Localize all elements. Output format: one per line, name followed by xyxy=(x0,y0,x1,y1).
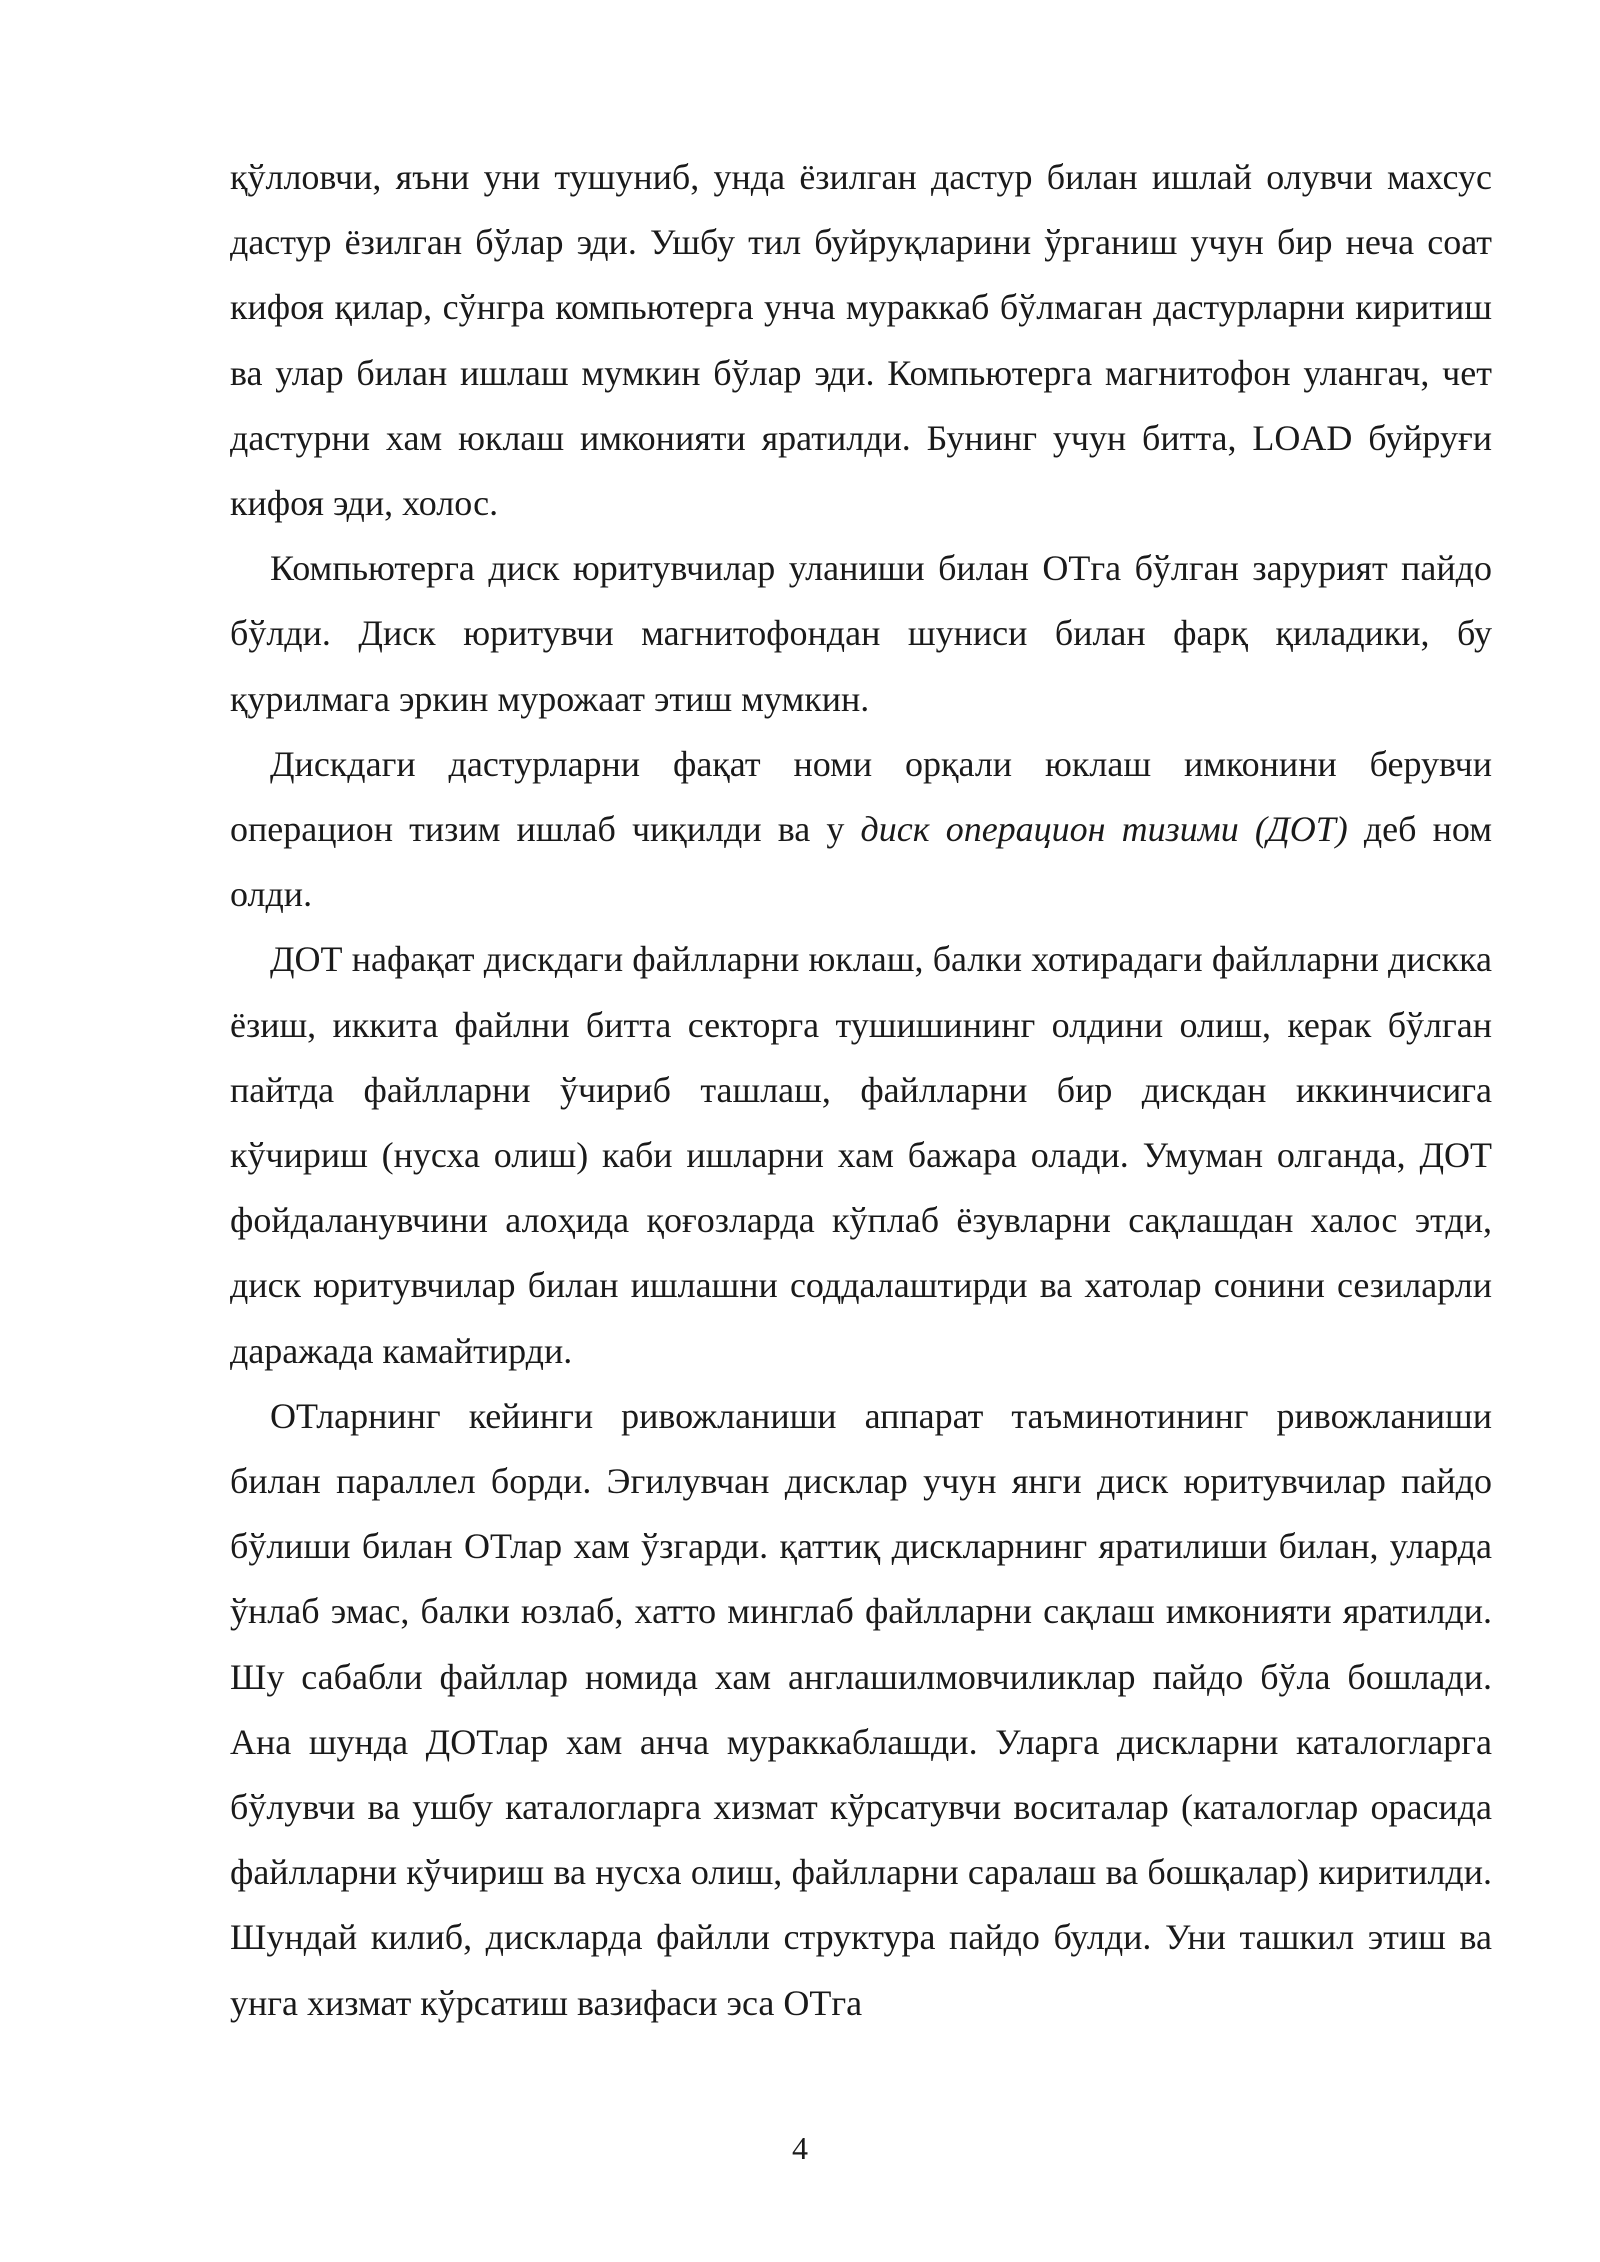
paragraph-text: ДОТ нафақат дискдаги файлларни юклаш, балки хотирадаги файлларни дискка ёзиш, иккита файлни битта секторга тушишининг олдини олиш, керак бўлган пайтда файлларни ўчириб ташлаш, файлларни бир дискдан иккинчисига кўчириш (нусха олиш) каби ишларни хам бажара олади. Умуман олганда, ДОТ фойдаланувчини алоҳида қоғозларда кўплаб ёзувларни сақлашдан халос этди, диск юритувчилар билан ишлашни соддалаштирди ва хатолар сонини сезиларли даражада камайтирди. xyxy=(230,939,1492,1371)
paragraph-text: Компьютерга диск юритувчилар уланиши билан ОТга бўлган зарурият пайдо бўлди. Диск юритувчи магнитофондан шуниси билан фарқ қиладики, бу қурилмага эркин мурожаат этиш мумкин. xyxy=(230,548,1492,719)
document-body xyxy=(230,145,1492,2036)
paragraph-text: деб ном олди. xyxy=(230,809,1492,915)
paragraph xyxy=(230,536,1492,732)
paragraph-text: Дискдаги дастурларни фақат номи орқали юклаш имконини берувчи операцион тизим ишлаб чиқилди ва у xyxy=(230,743,1492,850)
paragraph xyxy=(230,145,1492,536)
paragraph-text: қўлловчи, яъни уни тушуниб, унда ёзилган дастур билан ишлай олувчи махсус дастур ёзилган бўлар эди. Ушбу тил буйруқларини ўрганиш учун бир неча соат кифоя қилар, сўнгра компьютерга унча мураккаб бўлмаган дастурларни киритиш ва улар билан ишлаш мумкин бўлар эди. Компьютерга магнитофон улангач, чет дастурни хам юклаш имконияти яратилди. Бунинг учун битта, LOAD буйруғи кифоя эди, холос. xyxy=(230,157,1492,524)
page-number: 4 xyxy=(792,2130,808,2166)
paragraph xyxy=(230,732,1492,928)
paragraph xyxy=(230,927,1492,1383)
paragraph-text: ОТларнинг кейинги ривожланиши аппарат таъминотининг ривожланиши билан параллел борди. Эгилувчан дисклар учун янги диск юритувчилар пайдо бўлиши билан ОТлар хам ўзгарди. қаттиқ дискларнинг яратилиши билан, уларда ўнлаб эмас, балки юзлаб, хатто минглаб файлларни сақлаш имконияти яратилди. Шу сабабли файллар номида хам англашилмовчиликлар пайдо бўла бошлади. Ана шунда ДОТлар хам анча мураккаблашди. Уларга дискларни каталогларга бўлувчи ва ушбу каталогларга хизмат кўрсатувчи воситалар (каталоглар орасида файлларни кўчириш ва нусха олиш, файлларни саралаш ва бошқалар) киритилди. Шундай килиб, дискларда файлли структура пайдо булди. Уни ташкил этиш ва унга хизмат кўрсатиш вазифаси эса ОТга xyxy=(230,1395,1492,2023)
paragraph xyxy=(230,1384,1492,2036)
italic-term: диск операцион тизими (ДОТ) xyxy=(860,809,1348,850)
